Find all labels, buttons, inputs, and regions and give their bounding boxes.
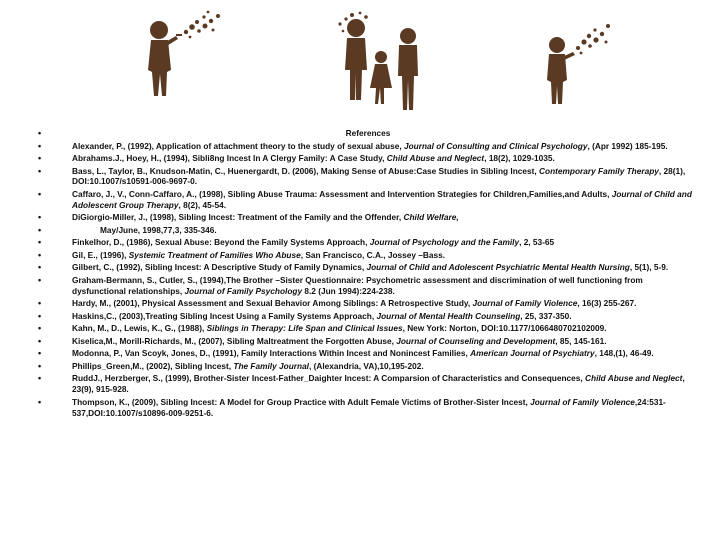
reference-item: • May/June, 1998,77,3, 335-346. — [38, 225, 698, 236]
reference-item: • Modonna, P., Van Scoyk, Jones, D., (1991), Family Interactions Within Incest and Nonincest Families, American Journal of Psychiatry, 148,(1), 46-49. — [38, 348, 698, 359]
child-blowing-bubbles-icon — [547, 24, 610, 104]
reference-item: • Hardy, M., (2001), Physical Assessment and Sexual Behavior Among Siblings: A Retrospective Study, Journal of Family Violence, 16(3) 255-267. — [38, 298, 698, 309]
reference-item: • RuddJ., Herzberger, S., (1999), Brother-Sister Incest-Father_Daighter Incest: A Comparsion of Characteristics and Consequences, Child Abuse and Neglect, 23(9), 915-928. — [38, 373, 698, 395]
references-heading: • References — [38, 128, 698, 139]
reference-item: • Alexander, P., (1992), Application of attachment theory to the study of sexual abuse, Journal of Consulting and Clinical Psychology, (Apr 1992) 185-195. — [38, 141, 698, 152]
reference-item: • Kiselica,M., Morill-Richards, M., (2007), Sibling Maltreatment the Forgotten Abuse, Journal of Counseling and Development, 85, 145-161. — [38, 336, 698, 347]
reference-item: • Bass, L., Taylor, B., Knudson-Matin, C., Huenergardt, D. (2006), Making Sense of Abuse:Case Studies in Sibling Incest, Contemporary Family Therapy, 28(1), DOI:10.1007/s10591-006-9697-0. — [38, 166, 698, 188]
reference-item: • Haskins,C., (2003),Treating Sibling Incest Using a Family Systems Approach, Journal of Mental Health Counseling, 25, 337-350. — [38, 311, 698, 322]
reference-item: • Phillips_Green,M., (2002), Sibling Incest, The Family Journal, (Alexandria, VA),10,195-202. — [38, 361, 698, 372]
reference-item: • Thompson, K., (2009), Sibling Incest: A Model for Group Practice with Adult Female Victims of Brother-Sister Incest, Journal of Family Violence,24:531-537,DOI:10.1007/s10896-009-9251-6. — [38, 397, 698, 419]
reference-item: • DiGiorgio-Miller, J., (1998), Sibling Incest: Treatment of the Family and the Offender, Child Welfare, — [38, 212, 698, 223]
reference-item: • Kahn, M., D., Lewis, K., G., (1988), Siblings in Therapy: Life Span and Clinical Issues, New York: Norton, DOI:10.1177/1066480702102009. — [38, 323, 698, 334]
reference-item: • Gilbert, C., (1992), Sibling Incest: A Descriptive Study of Family Dynamics, Journal of Child and Adolescent Psychiatric Mental Health Nursing, 5(1), 5-9. — [38, 262, 698, 273]
reference-item: • Caffaro, J., V., Conn-Caffaro, A., (1998), Sibling Abuse Trauma: Assessment and Intervention Strategies for Children,Families,and Adults, Journal of Child and Adolescent Group Therapy, 8(2), 45-54. — [38, 189, 698, 211]
family-silhouette-icon — [338, 12, 418, 110]
header-illustration — [0, 0, 728, 125]
child-blowing-bubbles-icon — [148, 11, 220, 96]
reference-item: • Graham-Bermann, S., Cutler, S., (1994),The Brother –Sister Questionnaire: Psychometric assessment and discrimination of well functioning from dysfunctional relationships, Journal of Family Psychology 8.2 (Jun 1994):224-238. — [38, 275, 698, 297]
references-list — [38, 128, 698, 420]
reference-item: • Abrahams.J., Hoey, H., (1994), Sibli8ng Incest In A Clergy Family: A Case Study, Child Abuse and Neglect, 18(2), 1029-1035. — [38, 153, 698, 164]
reference-item: • Finkelhor, D., (1986), Sexual Abuse: Beyond the Family Systems Approach, Journal of Psychology and the Family, 2, 53-65 — [38, 237, 698, 248]
reference-item: • Gil, E., (1996), Systemic Treatment of Families Who Abuse, San Francisco, C.A., Jossey –Bass. — [38, 250, 698, 261]
